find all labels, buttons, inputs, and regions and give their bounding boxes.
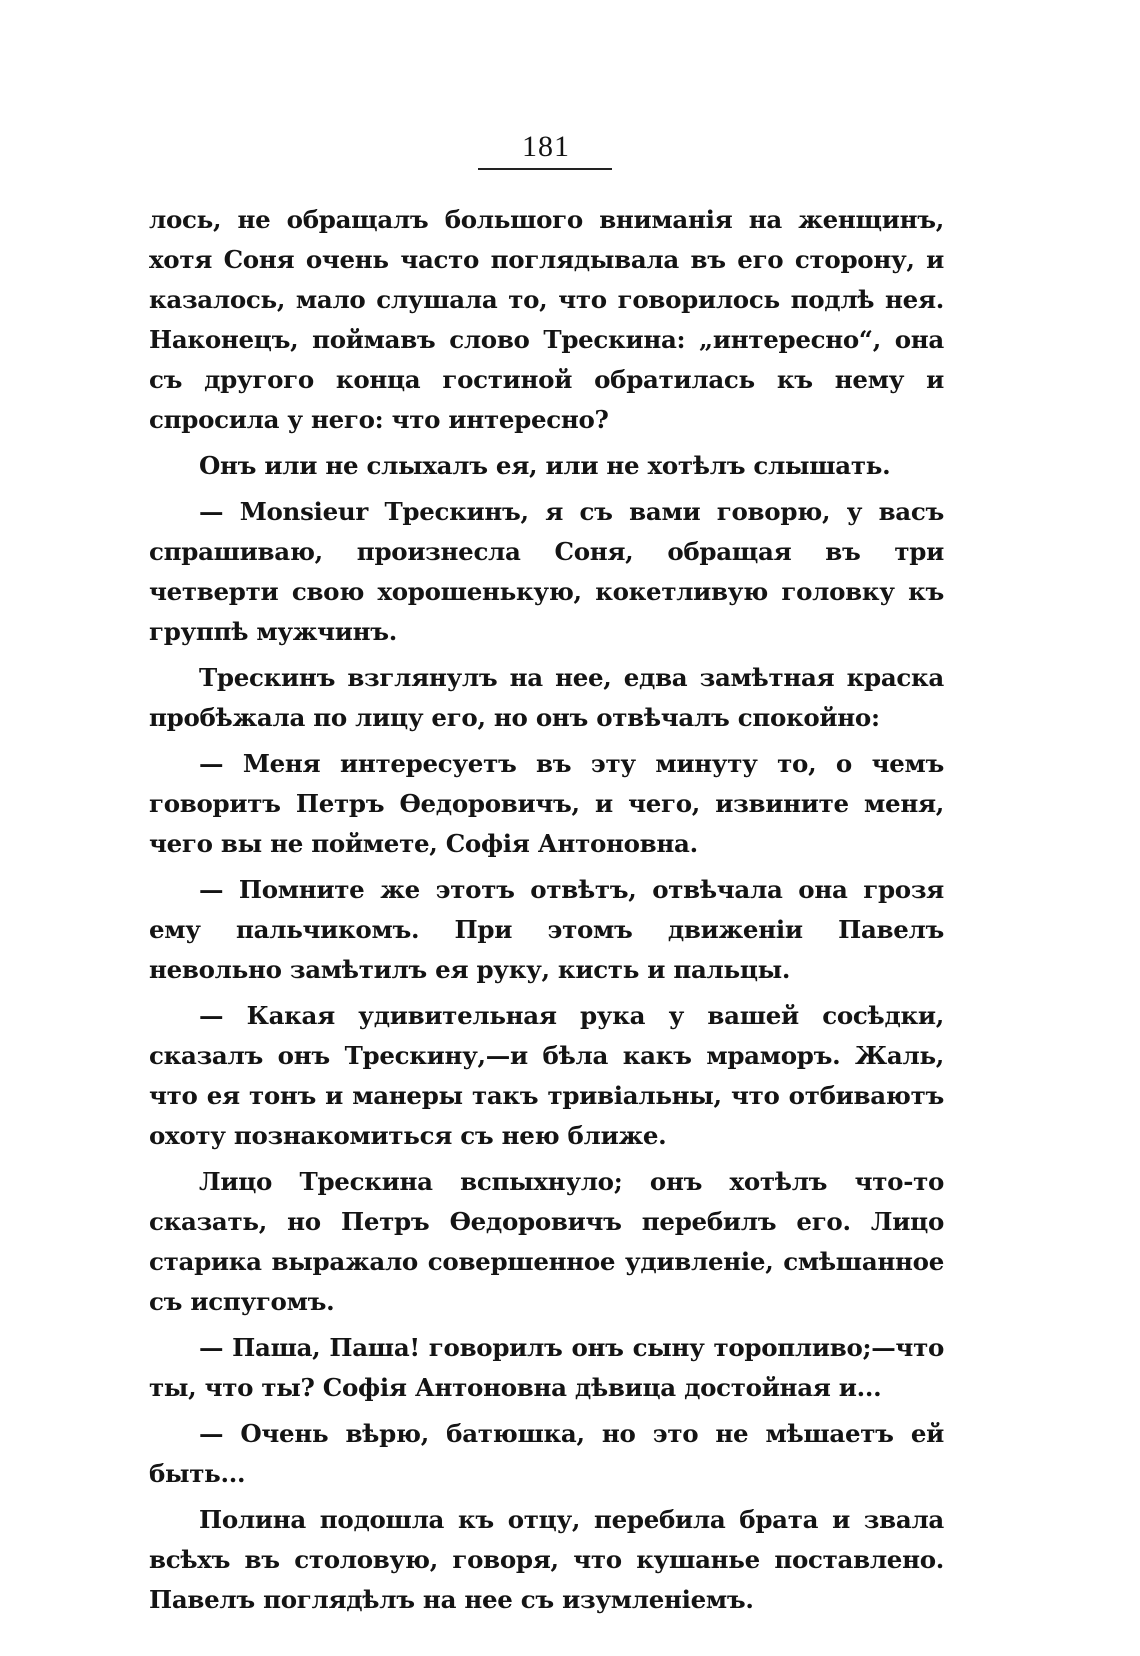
body-text <box>149 200 944 1620</box>
paragraph: — Помните же этотъ отвѣтъ, отвѣчала она грозя ему пальчикомъ. При этомъ движеніи Павелъ невольно замѣтилъ ея руку, кисть и пальцы. <box>149 875 944 984</box>
paragraph: — Monsieur Трескинъ, я съ вами говорю, у васъ спрашиваю, произнесла Соня, обращая въ три четверти свою хорошенькую, кокетливую головку къ группѣ мужчинъ. <box>149 497 944 646</box>
paragraph: Полина подошла къ отцу, перебила брата и звала всѣхъ въ столовую, говоря, что кушанье поставлено. Павелъ поглядѣлъ на нее съ изумленіемъ. <box>149 1505 944 1614</box>
paragraph: — Паша, Паша! говорилъ онъ сыну торопливо;—что ты, что ты? Софія Антоновна дѣвица достойная и... <box>149 1333 944 1402</box>
header-rule <box>478 168 612 170</box>
paragraph: Лицо Трескина вспыхнуло; онъ хотѣлъ что-то сказать, но Петръ Ѳедоровичъ перебилъ его. Лицо старика выражало совершенное удивленіе, смѣшанное съ испугомъ. <box>149 1167 944 1316</box>
paragraph: Онъ или не слыхалъ ея, или не хотѣлъ слышать. <box>199 451 891 480</box>
paragraph: — Меня интересуетъ въ эту минуту то, о чемъ говоритъ Петръ Ѳедоровичъ, и чего, извините меня, чего вы не поймете, Софія Антоновна. <box>149 749 944 858</box>
paragraph: — Какая удивительная рука у вашей сосѣдки, сказалъ онъ Трескину,—и бѣла какъ мраморъ. Жаль, что ея тонъ и манеры такъ тривіальны, что отбиваютъ охоту познакомиться съ нею ближе. <box>149 1001 944 1150</box>
paragraph: Трескинъ взглянулъ на нее, едва замѣтная краска пробѣжала по лицу его, но онъ отвѣчалъ спокойно: <box>149 663 944 732</box>
paragraph: — Очень вѣрю, батюшка, но это не мѣшаетъ ей быть... <box>149 1419 944 1488</box>
paragraph: лось, не обращалъ большого вниманія на женщинъ, хотя Соня очень часто поглядывала въ его сторону, и казалось, мало слушала то, что говорилось подлѣ нея. Наконецъ, поймавъ слово Трескина: „интересно“, она съ другого конца гостиной обратилась къ нему и спросила у него: что интересно? <box>149 205 944 434</box>
page-number: 181 <box>522 130 570 163</box>
